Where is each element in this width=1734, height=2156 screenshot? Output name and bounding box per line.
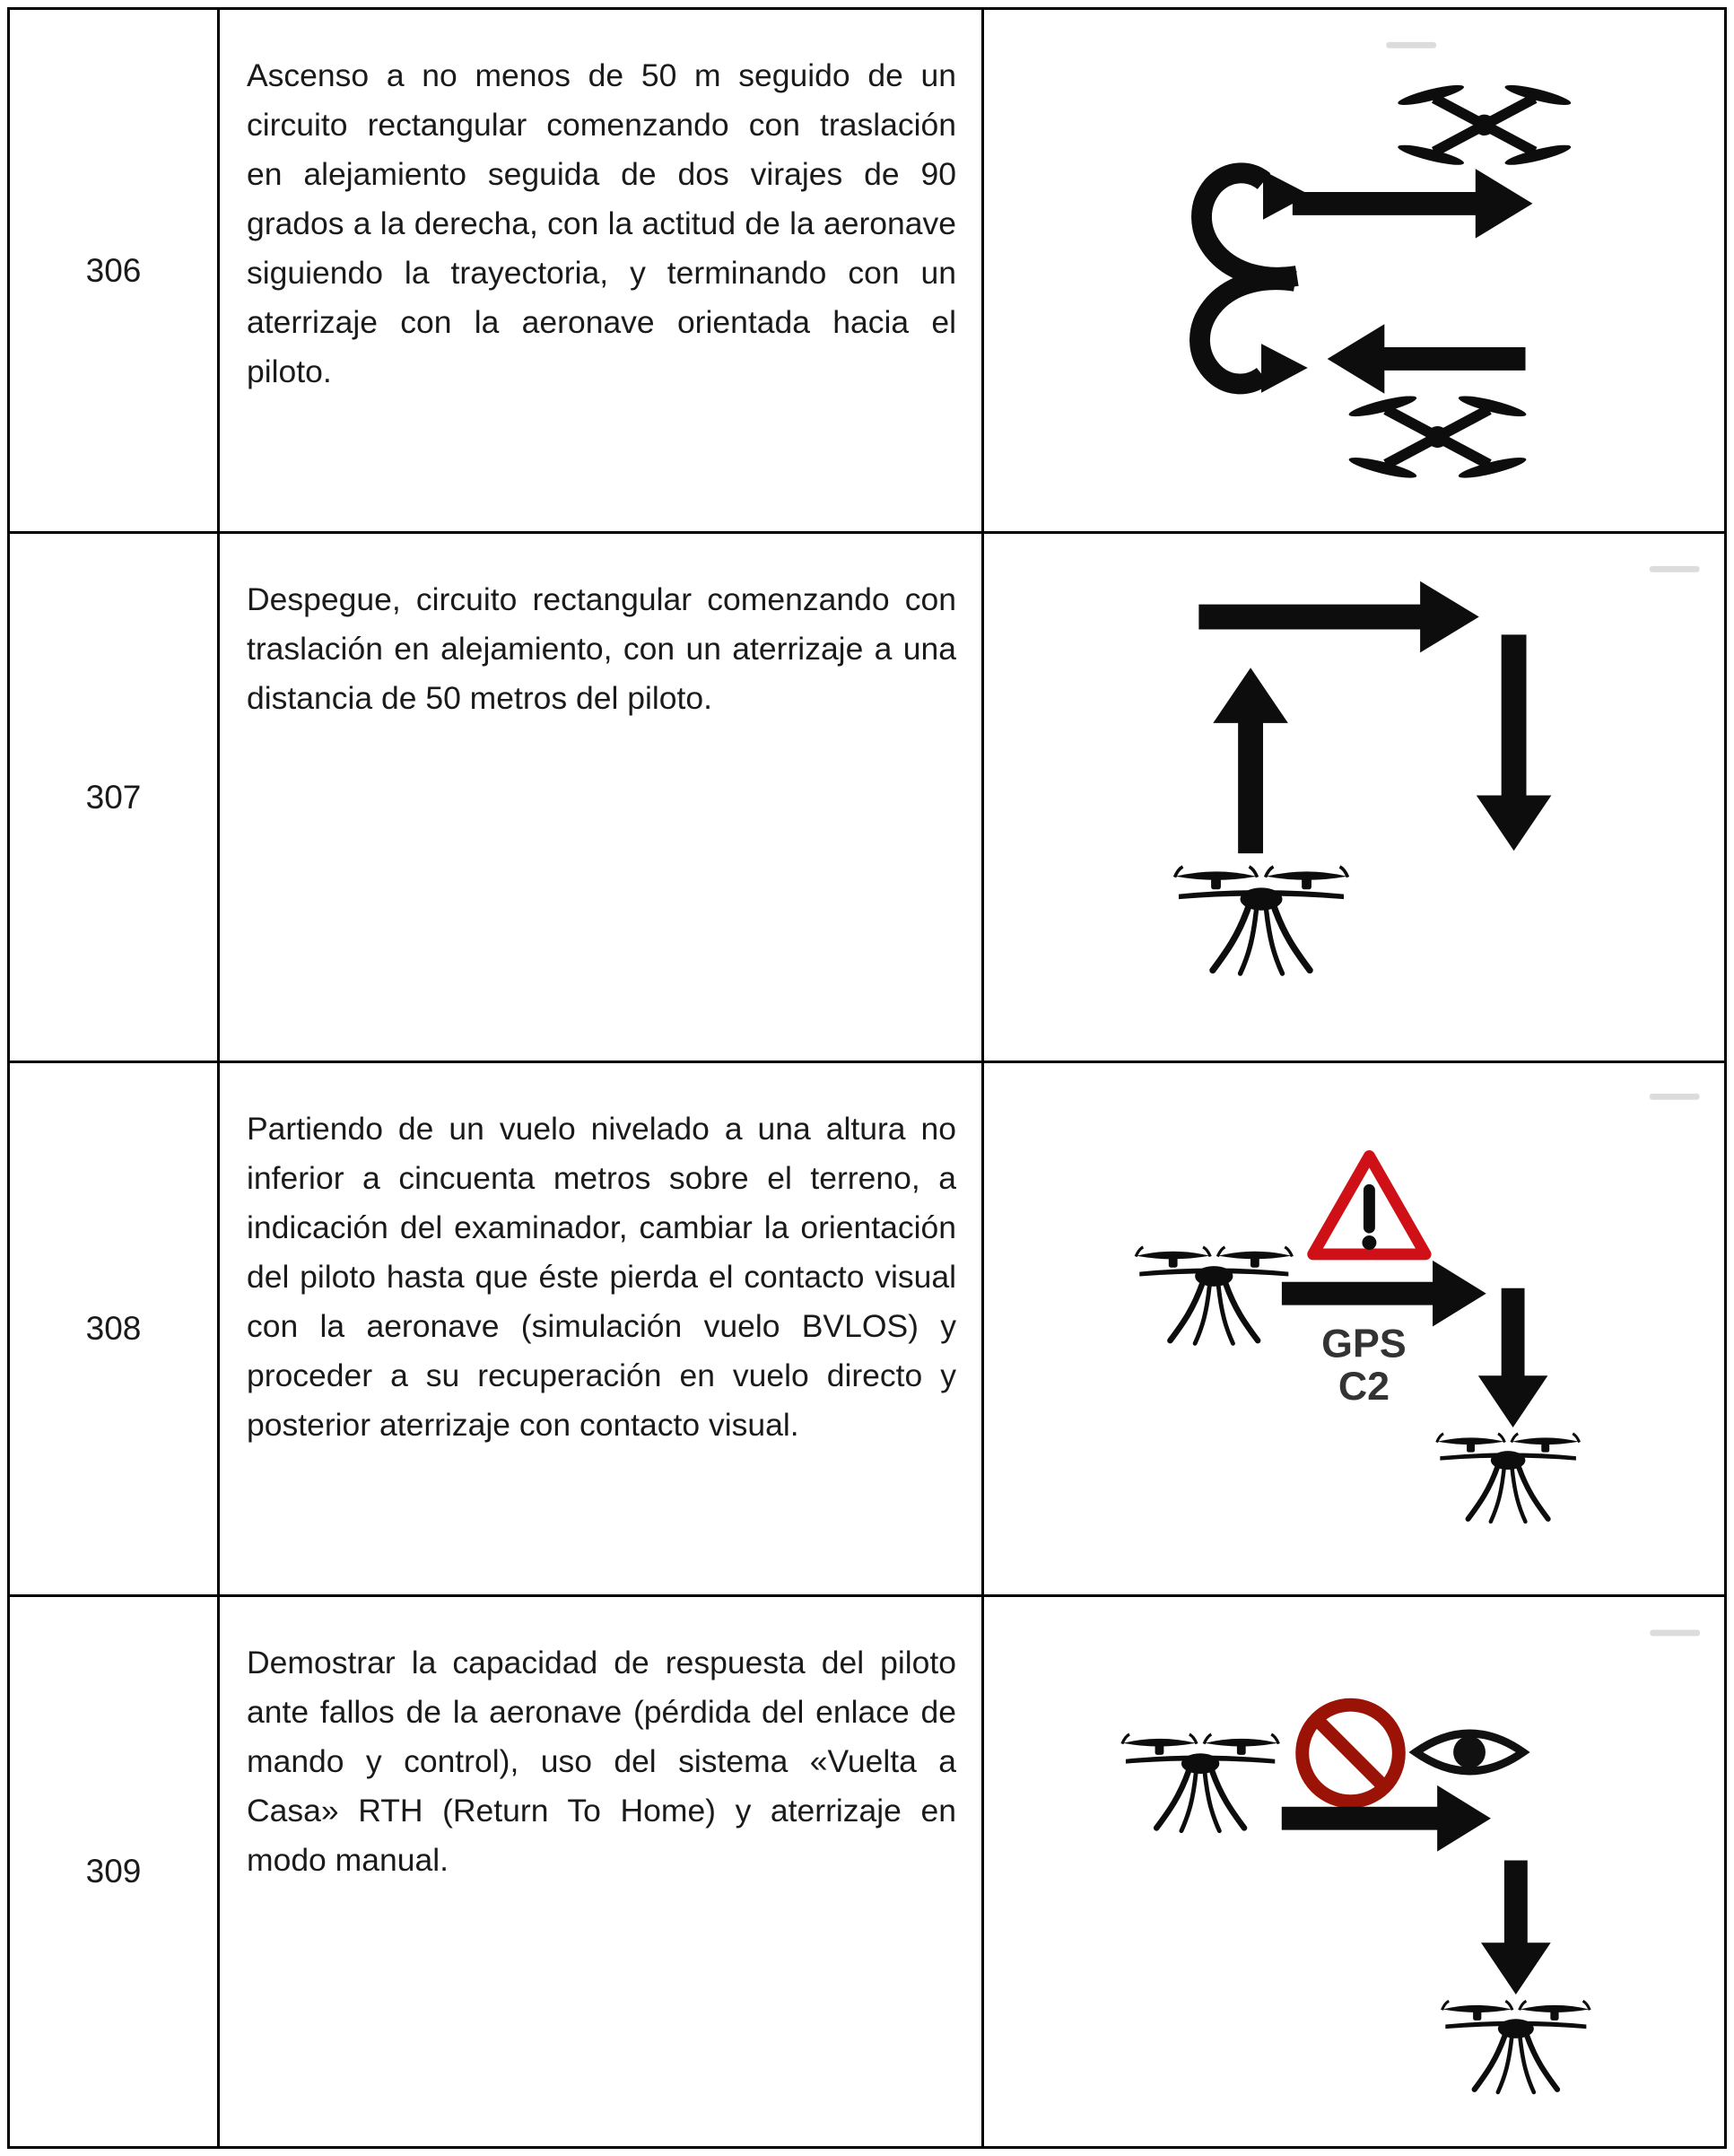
row-307-figure-cell (984, 534, 1724, 1063)
drone-top-view-icon (1347, 392, 1528, 482)
arrow-right-icon (1198, 581, 1478, 653)
row-306-number-cell (10, 10, 220, 534)
faint-mark (1386, 42, 1436, 48)
gps-label: GPS (1321, 1321, 1407, 1366)
drone-front-view-icon (1442, 2001, 1590, 2092)
drone-top-view-icon (1397, 82, 1573, 169)
eye-icon (1416, 1733, 1523, 1771)
drone-front-view-icon (1122, 1734, 1278, 1831)
faint-mark (1650, 1094, 1700, 1100)
maneuver-number: 308 (85, 1310, 142, 1347)
prohibition-sign-icon (1303, 1705, 1399, 1802)
arrow-left-icon (1328, 324, 1526, 394)
drone-front-view-icon (1437, 1434, 1580, 1522)
row-307-number-cell (10, 534, 220, 1063)
curved-turn-arrow-upper-icon (1201, 170, 1309, 277)
maneuver-description: Ascenso a no menos de 50 m seguido de un circuito rectangular comenzando con traslación en alejamiento seguida de dos virajes de 90 grados a la derecha, con la actitud de la aeronave siguiendo la trayectoria, y terminando con un aterrizaje con la aeronave orientada hacia el piloto. (247, 57, 956, 389)
drone-front-view-icon (1175, 867, 1348, 973)
maneuver-number: 307 (85, 778, 142, 816)
row-308-number-cell (10, 1063, 220, 1597)
maneuver-number: 309 (85, 1853, 142, 1890)
faint-mark (1650, 1629, 1700, 1636)
row-306-description-cell (220, 10, 984, 534)
warning-triangle-icon (1313, 1156, 1425, 1253)
maneuvers-table (7, 7, 1727, 2149)
row-309-figure-cell (984, 1597, 1724, 2146)
arrow-right-icon (1293, 169, 1533, 239)
arrow-down-icon (1478, 1288, 1548, 1427)
maneuver-description: Partiendo de un vuelo nivelado a una altura no inferior a cincuenta metros sobre el terreno, a indicación del examinador, cambiar la orientación del piloto hasta que éste pierda el contacto visual con la aeronave (simulación vuelo BVLOS) y proceder a su recuperación en vuelo directo y posterior aterrizaje con contacto visual. (247, 1111, 956, 1443)
maneuver-description: Demostrar la capacidad de respuesta del piloto ante fallos de la aeronave (pérdida del enlace de mando y control), uso del sistema «Vuelta a Casa» RTH (Return To Home) y aterrizaje en modo manual. (247, 1645, 956, 1878)
maneuver-description: Despegue, circuito rectangular comenzando con traslación en alejamiento, con un aterrizaje a una distancia de 50 metros del piloto. (247, 581, 956, 716)
row-309-description-cell (220, 1597, 984, 2146)
row-308-figure-cell (984, 1063, 1724, 1597)
row-309-number-cell (10, 1597, 220, 2146)
curved-turn-arrow-lower-icon (1200, 280, 1308, 393)
arrow-down-icon (1477, 634, 1552, 851)
row-306-figure-cell (984, 10, 1724, 534)
arrow-right-icon (1282, 1261, 1486, 1327)
arrow-down-icon (1481, 1861, 1551, 1995)
arrow-up-icon (1213, 668, 1288, 853)
arrow-right-icon (1282, 1785, 1491, 1852)
c2-label: C2 (1338, 1364, 1390, 1410)
drone-front-view-icon (1136, 1247, 1292, 1343)
faint-mark (1650, 566, 1700, 572)
maneuver-number: 306 (85, 251, 142, 289)
row-307-description-cell (220, 534, 984, 1063)
row-308-description-cell (220, 1063, 984, 1597)
